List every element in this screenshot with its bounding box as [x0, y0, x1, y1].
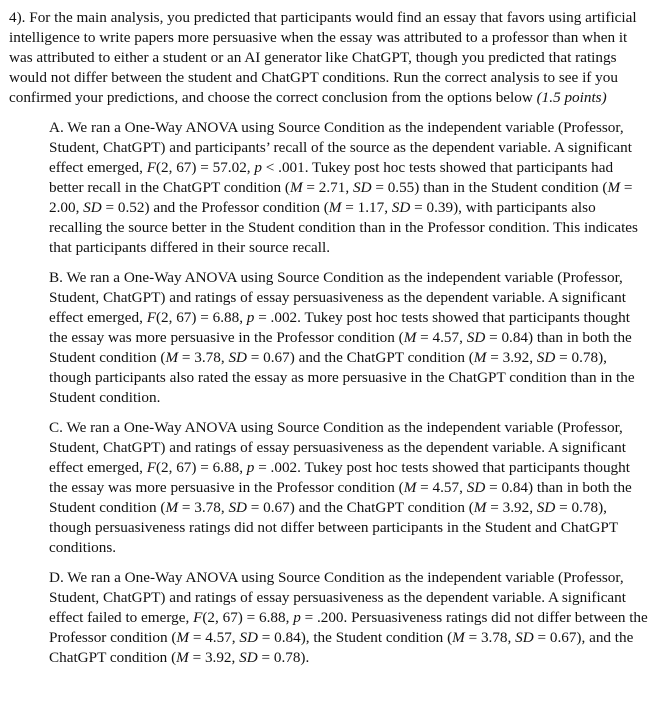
option-a[interactable] — [49, 118, 649, 258]
stat-symbol: M — [165, 499, 179, 516]
option-text-segment: = 3.92, — [486, 349, 537, 366]
option-c[interactable] — [49, 418, 649, 558]
option-text-segment: = .002. Tukey post hoc tests showed that participants thought the essay was more persuasive in the Professor condition ( — [49, 309, 630, 346]
option-text-segment: = 2.71, — [302, 179, 353, 196]
option-text-segment: (2, 67) = 6.88, — [155, 459, 247, 476]
stat-symbol: SD — [466, 479, 486, 496]
option-text-segment: = 0.52) and the Professor condition ( — [101, 199, 329, 216]
question-points: (1.5 points) — [536, 89, 607, 106]
stat-symbol: M — [403, 479, 417, 496]
option-text-segment: = 4.57, — [416, 329, 467, 346]
stat-symbol: F — [193, 609, 203, 626]
option-b[interactable] — [49, 268, 649, 408]
stat-symbol: p — [246, 459, 255, 476]
option-d[interactable] — [49, 568, 649, 668]
stat-symbol: M — [473, 499, 487, 516]
option-text-segment: C. We ran a One-Way ANOVA using Source Condition as the independent variable (Professor, Student, ChatGPT) and ratings of essay persuasiveness as the dependent variable. A significant effect emerged, — [49, 419, 626, 476]
stat-symbol: SD — [391, 199, 411, 216]
stat-symbol: SD — [352, 179, 372, 196]
stat-symbol: F — [146, 309, 156, 326]
stat-symbol: SD — [239, 629, 258, 646]
option-text-segment: = 0.39), with participants also recalling the source better in the Student condition than in the Professor condition. This indicates that participants differed in their source recall. — [49, 199, 638, 256]
question-text: 4). For the main analysis, you predicted that participants would find an essay that favors using artificial intelligence to write papers more persuasive when the essay was attributed to a professor than when it was attributed to either a student or an AI generator like ChatGPT, though you predicted that ratings would not differ between the student and ChatGPT conditions. Run the correct analysis to see if you confirmed your predictions, and choose the correct conclusion from the options below — [9, 9, 637, 106]
stat-symbol: M — [607, 179, 621, 196]
option-text-segment: (2, 67) = 57.02, — [155, 159, 255, 176]
stat-symbol: M — [289, 179, 303, 196]
option-text-segment: B. We ran a One-Way ANOVA using Source Condition as the independent variable (Professor, Student, ChatGPT) and ratings of essay persuasiveness as the dependent variable. A significant effect emerged, — [49, 269, 626, 326]
stat-symbol: SD — [228, 349, 247, 366]
stat-symbol: F — [146, 459, 156, 476]
stat-symbol: SD — [83, 199, 102, 216]
option-text-segment: = 1.17, — [341, 199, 392, 216]
option-text-segment: = 0.84), the Student condition ( — [257, 629, 453, 646]
option-text-segment: = 0.78), though participants also rated the essay as more persuasive in the ChatGPT condition than in the Student condition. — [49, 349, 635, 406]
answer-options — [49, 118, 649, 668]
option-text-segment: = 0.55) than in the Student condition ( — [371, 179, 608, 196]
option-text-segment: = 3.92, — [486, 499, 537, 516]
option-text-segment: = 0.78), though persuasiveness ratings did not differ between participants in the Student and ChatGPT conditions. — [49, 499, 618, 556]
option-text-segment: = 3.92, — [188, 649, 240, 666]
stat-symbol: M — [473, 349, 487, 366]
option-text-segment: = .200. Persuasiveness ratings did not differ between the Professor condition ( — [49, 609, 648, 646]
option-text-segment: D. We ran a One-Way ANOVA using Source Condition as the independent variable (Professor, Student, ChatGPT) and ratings of essay persuasiveness as the dependent variable. A significant effect failed to emerge, — [49, 569, 626, 626]
option-text-segment: = 4.57, — [416, 479, 467, 496]
option-text-segment: (2, 67) = 6.88, — [202, 609, 294, 626]
option-text-segment: = 0.67) and the ChatGPT condition ( — [247, 349, 474, 366]
option-text-segment: A. We ran a One-Way ANOVA using Source Condition as the independent variable (Professor, Student, ChatGPT) and participants’ recall of the source as the dependent variable. A significant effect emerged, — [49, 119, 632, 176]
option-text-segment: = 0.84) than in both the Student condition ( — [49, 479, 632, 516]
option-text-segment: = 3.78, — [178, 499, 229, 516]
stat-symbol: SD — [536, 349, 556, 366]
stat-symbol: M — [165, 349, 179, 366]
stat-symbol: M — [176, 649, 189, 666]
question-prompt — [9, 8, 653, 108]
option-text-segment: = .002. Tukey post hoc tests showed that participants thought the essay was more persuasive in the Professor condition ( — [49, 459, 630, 496]
option-text-segment: = 2.00, — [49, 179, 633, 216]
option-text-segment: = 4.57, — [189, 629, 240, 646]
stat-symbol: SD — [536, 499, 556, 516]
option-text-segment: = 0.84) than in both the Student condition ( — [49, 329, 632, 366]
option-text-segment: = 3.78, — [464, 629, 516, 646]
stat-symbol: SD — [466, 329, 486, 346]
stat-symbol: p — [254, 159, 262, 176]
stat-symbol: p — [293, 609, 301, 626]
stat-symbol: M — [403, 329, 417, 346]
option-text-segment: < .001. Tukey post hoc tests showed that participants had better recall in the ChatGPT condition ( — [49, 159, 614, 196]
option-text-segment: = 0.67), and the ChatGPT condition ( — [49, 629, 634, 666]
stat-symbol: p — [246, 309, 255, 326]
stat-symbol: M — [328, 199, 342, 216]
option-text-segment: = 0.67) and the ChatGPT condition ( — [247, 499, 474, 516]
option-text-segment: = 0.78). — [257, 649, 310, 666]
stat-symbol: M — [452, 629, 465, 646]
stat-symbol: SD — [228, 499, 247, 516]
option-text-segment: = 3.78, — [178, 349, 229, 366]
stat-symbol: SD — [515, 629, 534, 646]
stat-symbol: M — [176, 629, 190, 646]
stat-symbol: SD — [239, 649, 258, 666]
stat-symbol: F — [146, 159, 156, 176]
option-text-segment: (2, 67) = 6.88, — [155, 309, 247, 326]
